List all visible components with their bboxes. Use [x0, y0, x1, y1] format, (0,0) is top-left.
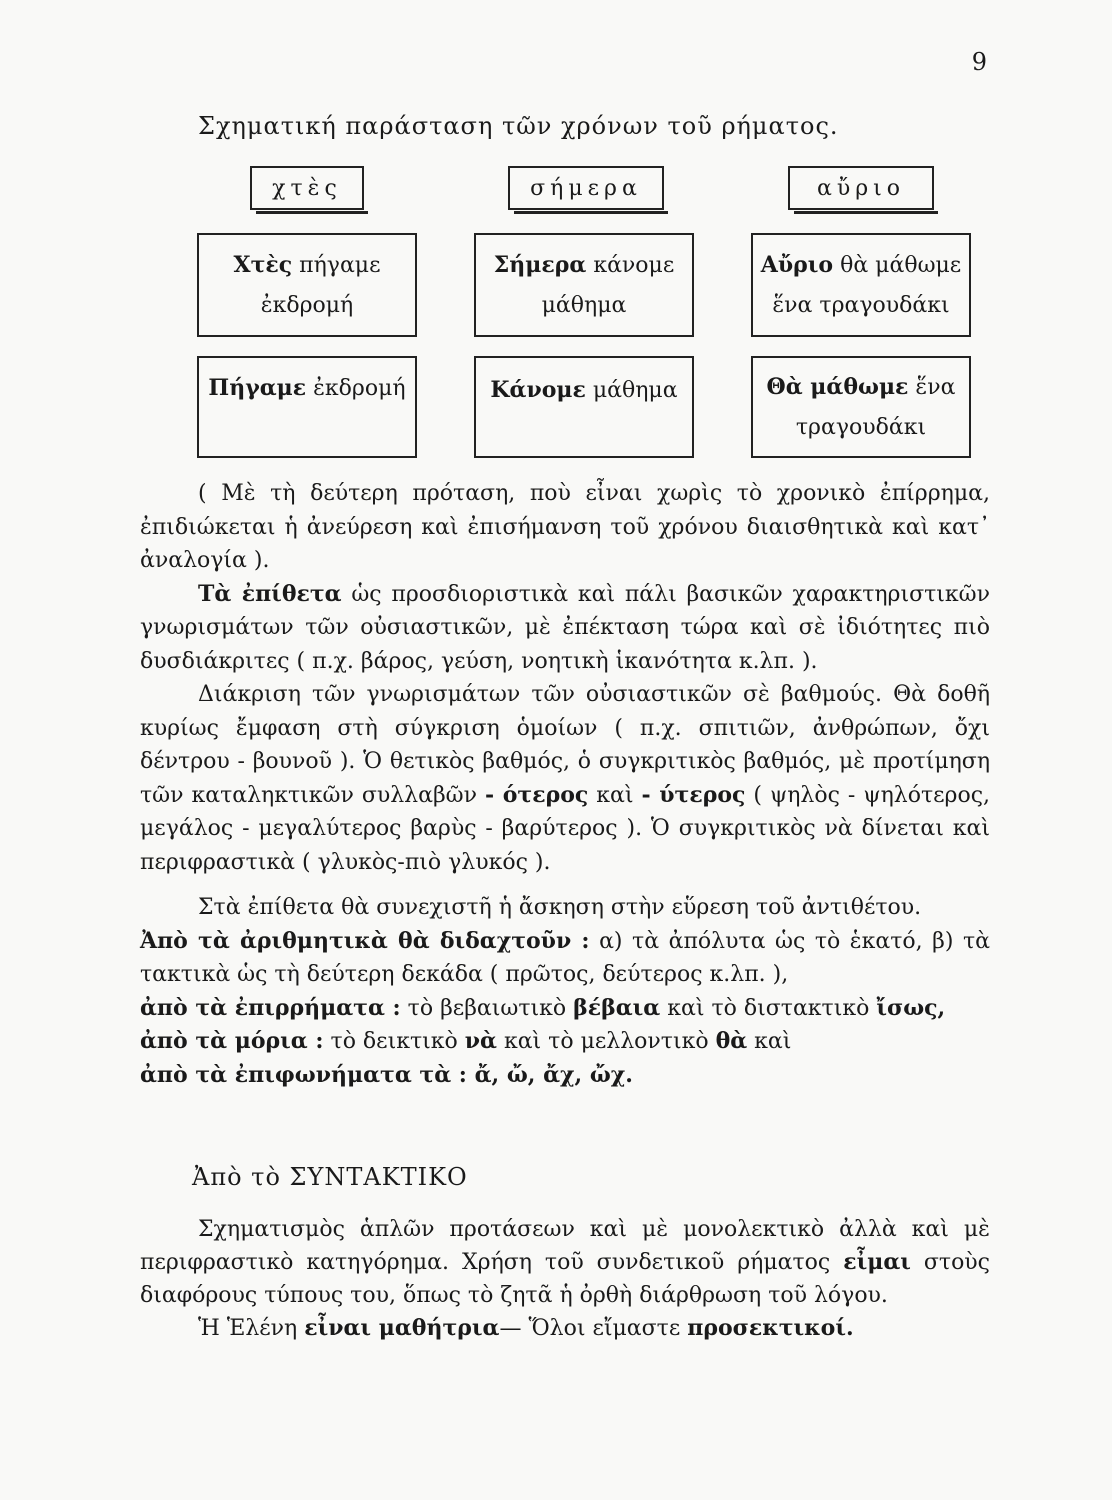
paragraph-text: ὡς προσδιοριστικὰ καὶ πάλι βασικῶν χαρακτηριστικῶν γνωρισμάτων τῶν οὐσιαστικῶν, μὲ ἐπέκταση τώρα καὶ σὲ ἰδιότητες πιὸ δυσδιάκριτες ( π.χ. βάρος, γεύση, νοητικὴ ἱκανότητα κ.λπ. ). — [140, 581, 990, 674]
opposites-paragraph: Στὰ ἐπίθετα θὰ συνεχιστῆ ἡ ἄσκηση στὴν εὕρεση τοῦ ἀντιθέτου. — [198, 895, 922, 920]
cell-bold: Κάνομε — [490, 377, 586, 403]
body-text — [140, 477, 990, 1092]
paragraph-text: α) τὰ ἀπόλυτα ὡς τὸ ἑκατό, β) τὰ τακτικὰ ὡς τὴ δεύτερη δεκάδα ( πρῶτος, δεύτερος κ.λπ. ), — [140, 928, 990, 987]
cell-today-2 — [474, 356, 694, 458]
cell-line-2: μάθημα — [541, 292, 627, 318]
bold-term: βέβαια — [573, 994, 661, 1021]
cell-bold: Σήμερα — [493, 251, 587, 278]
diagram-heading: Σχηματική παράσταση τῶν χρόνων τοῦ ρήματος. — [198, 112, 839, 140]
page-number: 9 — [971, 48, 987, 76]
paragraph-text: τὸ βεβαιωτικὸ — [400, 995, 574, 1021]
paragraph-text: καὶ — [747, 1029, 792, 1054]
cell-line — [494, 245, 675, 286]
degrees-paragraph — [140, 678, 990, 879]
cell-yesterday-1 — [197, 233, 417, 337]
paragraph-text: Σχηματισμὸς ἁπλῶν προτάσεων καὶ μὲ μονολεκτικὸ ἀλλὰ καὶ μὲ περιφραστικὸ κατηγόρημα. Χρήση τοῦ συνδετικοῦ ρήματος — [140, 1217, 990, 1275]
bold-term: Τὰ ἐπίθετα — [198, 580, 342, 607]
cell-line-2: ἕνα τραγουδάκι — [772, 292, 950, 318]
paragraph-text: Διάκριση τῶν γνωρισμάτων τῶν οὐσιαστικῶν σὲ βαθμούς. Θὰ δοθῆ κυρίως ἔμφαση στὴ σύγκριση ὁμοίων ( π.χ. σπιτιῶν, ἀνθρώπων, ὄχι δέντρου - βουνοῦ ). Ὁ θετικὸς βαθμός, ὁ συγκριτικὸς βαθμός, μὲ προτίμηση τῶν καταληκτικῶν συλλαβῶν — [140, 682, 990, 808]
cell-line — [767, 367, 956, 408]
paragraph-text: καὶ τὸ διστακτικὸ — [660, 995, 877, 1021]
cell-tomorrow-1 — [751, 233, 971, 337]
syntax-paragraph — [140, 1213, 990, 1312]
paragraph-text: στοὺς διαφόρους τύπους του, ὅπως τὸ ζητᾶ ἡ ὀρθὴ διάρθρωση τοῦ λόγου. — [140, 1250, 991, 1308]
cell-line — [234, 245, 381, 286]
cell-text: ἕνα — [908, 374, 956, 400]
cell-bold: Χτὲς — [233, 251, 293, 278]
bold-term: - ύτερος — [641, 781, 746, 808]
cell-text: πήγαμε — [292, 252, 381, 278]
numerals-paragraph — [140, 925, 990, 992]
label-today: σήμερα — [508, 166, 664, 210]
cell-line — [490, 370, 677, 411]
syntax-text — [140, 1213, 990, 1345]
cell-text: κάνομε — [586, 252, 675, 278]
cell-bold: Πήγαμε — [208, 375, 307, 401]
bold-term: εἶμαι — [843, 1249, 911, 1275]
cell-line-2: τραγουδάκι — [795, 414, 927, 440]
cell-line — [761, 245, 961, 286]
section-title: Ἀπὸ τὸ ΣΥΝΤΑΚΤΙΚΟ — [192, 1163, 468, 1191]
interjections-line: ἀπὸ τὰ ἐπιφωνήματα τὰ : ἄ, ὤ, ἄχ, ὤχ. — [140, 1061, 633, 1088]
bold-term: ἀπὸ τὰ ἐπιρρήματα : — [140, 994, 401, 1021]
label-yesterday: χτὲς — [250, 166, 364, 210]
bold-term: προσεκτικοί. — [687, 1315, 854, 1341]
paragraph-text: καὶ — [588, 782, 642, 808]
cell-text: ἐκδρομή — [306, 376, 406, 401]
bold-term: - ότερος — [484, 781, 589, 808]
bold-term: ἴσως, — [876, 994, 946, 1021]
cell-today-1 — [474, 233, 694, 337]
paragraph-text: τὸ δεικτικὸ — [323, 1029, 465, 1054]
bold-term: θὰ — [715, 1028, 748, 1054]
note-paragraph: ( Μὲ τὴ δεύτερη πρόταση, ποὺ εἶναι χωρὶς τὸ χρονικὸ ἐπίρρημα, ἐπιδιώκεται ἡ ἀνεύρεση καὶ ἐπισήμανση τοῦ χρόνου διαισθητικὰ καὶ κατ᾽ ἀναλογία ). — [140, 481, 990, 573]
cell-text: θὰ μάθωμε — [833, 252, 962, 278]
cell-text: μάθημα — [585, 378, 678, 403]
bold-term: Ἀπὸ τὰ ἀριθμητικὰ θὰ διδαχτοῦν : — [140, 927, 590, 954]
paragraph-text: καὶ τὸ μελλοντικὸ — [496, 1029, 716, 1054]
cell-bold: Θὰ μάθωμε — [766, 373, 909, 400]
cell-yesterday-2 — [197, 356, 417, 458]
cell-tomorrow-2 — [751, 356, 971, 458]
particles-line — [140, 1025, 990, 1059]
label-tomorrow: αὔριο — [788, 166, 934, 210]
adverbs-line — [140, 992, 990, 1026]
cell-bold: Αὔριο — [760, 251, 834, 278]
paragraph-text: ( ψηλὸς - ψηλότερος, μεγάλος - μεγαλύτερος βαρὺς - βαρύτερος ). Ὁ συγκριτικὸς νὰ δίνεται καὶ περιφραστικὰ ( γλυκὸς-πιὸ γλυκός ). — [140, 782, 991, 875]
bold-term: ἀπὸ τὰ μόρια : — [140, 1028, 324, 1054]
bold-term: νὰ — [464, 1028, 497, 1054]
bold-term: εἶναι μαθήτρια — [304, 1315, 500, 1341]
paragraph-text: Ἡ Ἑλένη — [198, 1316, 305, 1341]
example-line — [140, 1312, 990, 1345]
cell-line — [208, 368, 405, 409]
cell-line-2: ἐκδρομή — [260, 292, 354, 318]
paragraph-text: — Ὅλοι εἴμαστε — [499, 1316, 688, 1341]
adjectives-paragraph — [140, 578, 990, 679]
